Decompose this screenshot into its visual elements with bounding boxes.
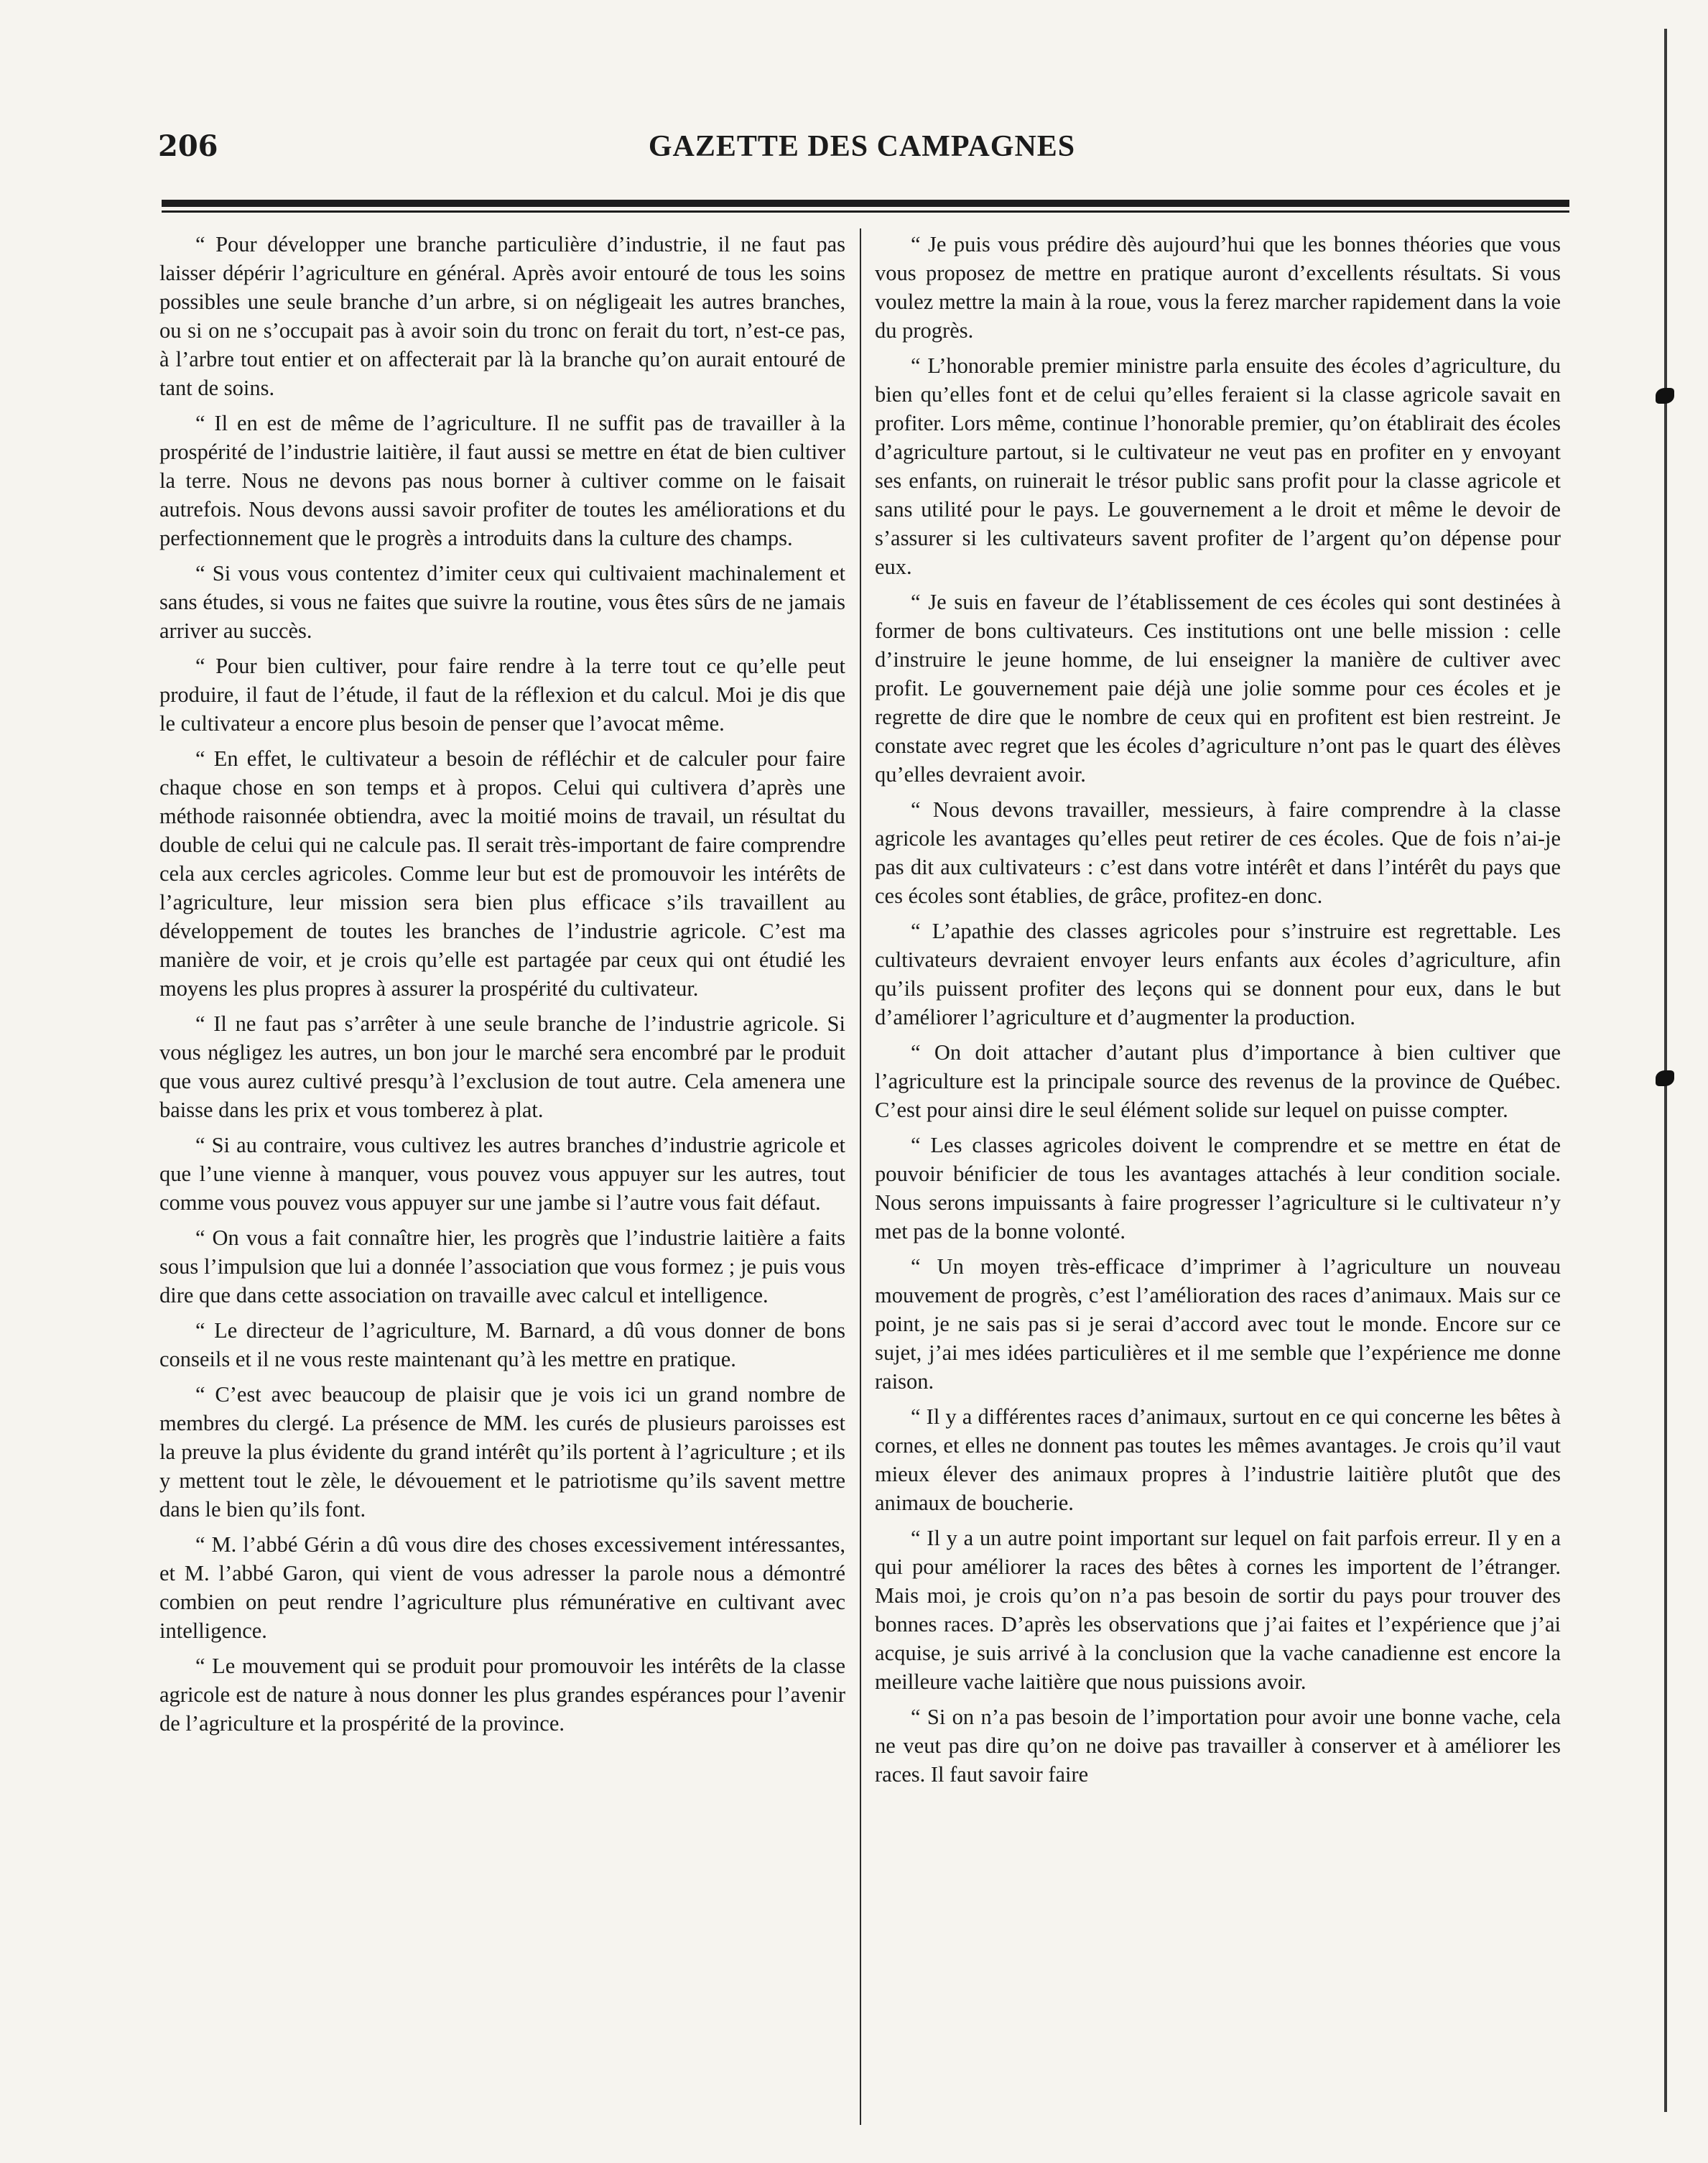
paragraph: “ On vous a fait connaître hier, les progrès que l’industrie laitière a faits sous l’impulsion que lui a donnée l’association que vous formez ; je puis vous dire que dans cette association on travaille avec calcul et intelligence. (159, 1226, 845, 1307)
paragraph: “ Je puis vous prédire dès aujourd’hui que les bonnes théories que vous vous proposez de mettre en pratique auront d’excellents résultats. Si vous voulez mettre la main à la roue, vous la ferez marcher rapidement dans la voie du progrès. (875, 232, 1561, 343)
page-header (151, 129, 1573, 172)
paragraph: “ Il ne faut pas s’arrêter à une seule branche de l’industrie agricole. Si vous négligez les autres, un bon jour le marché sera encombré par le produit que vous aurez cultivé presqu’à l’exclusion de tout autre. Cela amenera une baisse dans les prix et vous tomberez à plat. (159, 1011, 845, 1122)
ink-blot (1656, 1070, 1674, 1086)
paragraph: “ Les classes agricoles doivent le comprendre et se mettre en état de pouvoir bénificier de tous les avantages attachés à leur condition sociale. Nous serons impuissants à faire progresser l’agriculture si le cultivateur n’y met pas de la bonne volonté. (875, 1133, 1561, 1243)
header-rule-thick (162, 200, 1569, 207)
paragraph: “ Nous devons travailler, messieurs, à faire comprendre à la classe agricole les avantages qu’elles peut retirer de ces écoles. Que de fois n’ai-je pas dit aux cultivateurs : c’est dans votre intérêt et dans l’intérêt du pays que ces écoles sont établies, de grâce, profitez-en donc. (875, 797, 1561, 908)
paragraph: “ Pour bien cultiver, pour faire rendre à la terre tout ce qu’elle peut produire, il faut de l’étude, il faut de la réflexion et du calcul. Moi je dis que le cultivateur a encore plus besoin de penser que l’avocat même. (159, 654, 845, 736)
paragraph: “ Si au contraire, vous cultivez les autres branches d’industrie agricole et que l’une vienne à manquer, vous pouvez vous appuyer sur les autres, tout comme vous pouvez vous appuyer sur une jambe si l’autre vous fait défaut. (159, 1133, 845, 1215)
page-number: 206 (158, 129, 218, 163)
header-rule-thin (162, 210, 1569, 213)
paragraph: “ Un moyen très-efficace d’imprimer à l’agriculture un nouveau mouvement de progrès, c’est l’amélioration des races d’animaux. Mais sur ce point, je ne sais pas si je serai d’accord avec tout le monde. Encore sur ce sujet, j’ai mes idées particulières et il me semble que l’expérience me donne raison. (875, 1254, 1561, 1394)
paragraph: “ M. l’abbé Gérin a dû vous dire des choses excessivement intéressantes, et M. l’abbé Garon, qui vient de vous adresser la parole nous a démontré combien on peut rendre l’agriculture plus rémunérative en cultivant avec intelligence. (159, 1532, 845, 1643)
paragraph: “ Je suis en faveur de l’établissement de ces écoles qui sont destinées à former de bons cultivateurs. Ces institutions ont une belle mission : celle d’instruire le jeune homme, de lui enseigner la manière de cultiver avec profit. Le gouvernement paie déjà une jolie somme pour ces écoles et je regrette de dire que le nombre de ceux qui en profitent est bien restreint. Je constate avec regret que les écoles d’agriculture n’ont pas le quart des élèves qu’elles devraient avoir. (875, 590, 1561, 787)
paragraph: “ Si on n’a pas besoin de l’importation pour avoir une bonne vache, cela ne veut pas dire qu’on ne doive pas travailler à conserver et à améliorer les races. Il faut savoir faire (875, 1705, 1561, 1787)
paragraph: “ L’honorable premier ministre parla ensuite des écoles d’agriculture, du bien qu’elles font et de celui qu’elles feraient si la classe agricole savait en profiter. Lors même, continue l’honorable premier, qu’on établirait des écoles d’agriculture partout, si le cultivateur ne veut pas en profiter en y envoyant ses enfants, on ruinerait le trésor public sans profit pour la classe agricole et sans utilité pour le pays. Le gouvernement a le droit et même le devoir de s’assurer si les cultivateurs savent profiter de l’argent qu’on dépense pour eux. (875, 353, 1561, 579)
ink-blot (1656, 388, 1674, 404)
paragraph: “ En effet, le cultivateur a besoin de réfléchir et de calculer pour faire chaque chose en son temps et à propos. Celui qui cultivera d’après une méthode raisonnée obtiendra, avec la moitié moins de travail, un résultat du double de celui qui ne calcule pas. Il serait très-important de faire comprendre cela aux cercles agricoles. Comme leur but est de promouvoir les intérêts de l’agriculture, leur mission sera bien plus efficace s’ils travaillent au développement de toutes les branches de l’industrie agricole. C’est ma manière de voir, et je crois qu’elle est partagée par ceux qui ont étudié les moyens les plus propres à assurer la prospérité du cultivateur. (159, 746, 845, 1001)
binding-edge (1656, 0, 1677, 2163)
paragraph: “ On doit attacher d’autant plus d’importance à bien cultiver que l’agriculture est la principale source des revenus de la province de Québec. C’est pour ainsi dire le seul élément solide sur lequel on puisse compter. (875, 1040, 1561, 1122)
running-title: GAZETTE DES CAMPAGNES (648, 130, 1076, 163)
paragraph: “ Il en est de même de l’agriculture. Il ne suffit pas de travailler à la prospérité de l’industrie laitière, il faut aussi se mettre en état de bien cultiver la terre. Nous ne devons pas nous borner à cultiver comme on le faisait autrefois. Nous devons aussi savoir profiter de toutes les améliorations et du perfectionnement que le progrès a introduits dans la culture des champs. (159, 411, 845, 550)
paragraph: “ Le mouvement qui se produit pour promouvoir les intérêts de la classe agricole est de nature à nous donner les plus grandes espérances pour l’avenir de l’agriculture et la prospérité de la province. (159, 1654, 845, 1736)
paragraph: “ Il y a un autre point important sur lequel on fait parfois erreur. Il y en a qui pour améliorer la races des bêtes à cornes les importent de l’étranger. Mais moi, je crois qu’on n’a pas besoin de sortir du pays pour trouver des bonnes races. D’après les observations que j’ai faites et l’expérience que j’ai acquise, je suis arrivé à la conclusion que la vache canadienne est encore la meilleure vache laitière que nous puissions avoir. (875, 1526, 1561, 1694)
paragraph: “ L’apathie des classes agricoles pour s’instruire est regrettable. Les cultivateurs devraient envoyer leurs enfants aux écoles d’agriculture, afin qu’ils puissent profiter des leçons qui se donnent pour eux, dans le but d’améliorer l’agriculture et d’augmenter la production. (875, 919, 1561, 1029)
paragraph: “ Pour développer une branche particulière d’industrie, il ne faut pas laisser dépérir l’agriculture en général. Après avoir entouré de tous les soins possibles une seule branche d’un arbre, si on négligeait les autres branches, ou si on ne s’occupait pas à avoir soin du tronc on ferait du tort, n’est-ce pas, à l’arbre tout entier et on affecterait par là la branche qu’on aurait entouré de tant de soins. (159, 232, 845, 400)
paragraph: “ Il y a différentes races d’animaux, surtout en ce qui concerne les bêtes à cornes, et elles ne donnent pas toutes les mêmes avantages. Je crois qu’il vaut mieux élever des animaux propres à l’industrie laitière plutôt que des animaux de boucherie. (875, 1404, 1561, 1515)
paragraph: “ C’est avec beaucoup de plaisir que je vois ici un grand nombre de membres du clergé. La présence de MM. les curés de plusieurs paroisses est la preuve la plus évidente du grand intérêt qu’ils portent à l’agriculture ; et ils y mettent tout le zèle, le dévouement et le patriotisme qu’ils savent mettre dans le bien qu’ils font. (159, 1382, 845, 1521)
left-column (159, 230, 845, 2112)
paragraph: “ Si vous vous contentez d’imiter ceux qui cultivaient machinalement et sans études, si vous ne faites que suivre la routine, vous êtes sûrs de ne jamais arriver au succès. (159, 561, 845, 643)
column-divider (860, 228, 861, 2125)
right-column (875, 230, 1561, 2112)
paragraph: “ Le directeur de l’agriculture, M. Barnard, a dû vous donner de bons conseils et il ne vous reste maintenant qu’à les mettre en pratique. (159, 1318, 845, 1371)
